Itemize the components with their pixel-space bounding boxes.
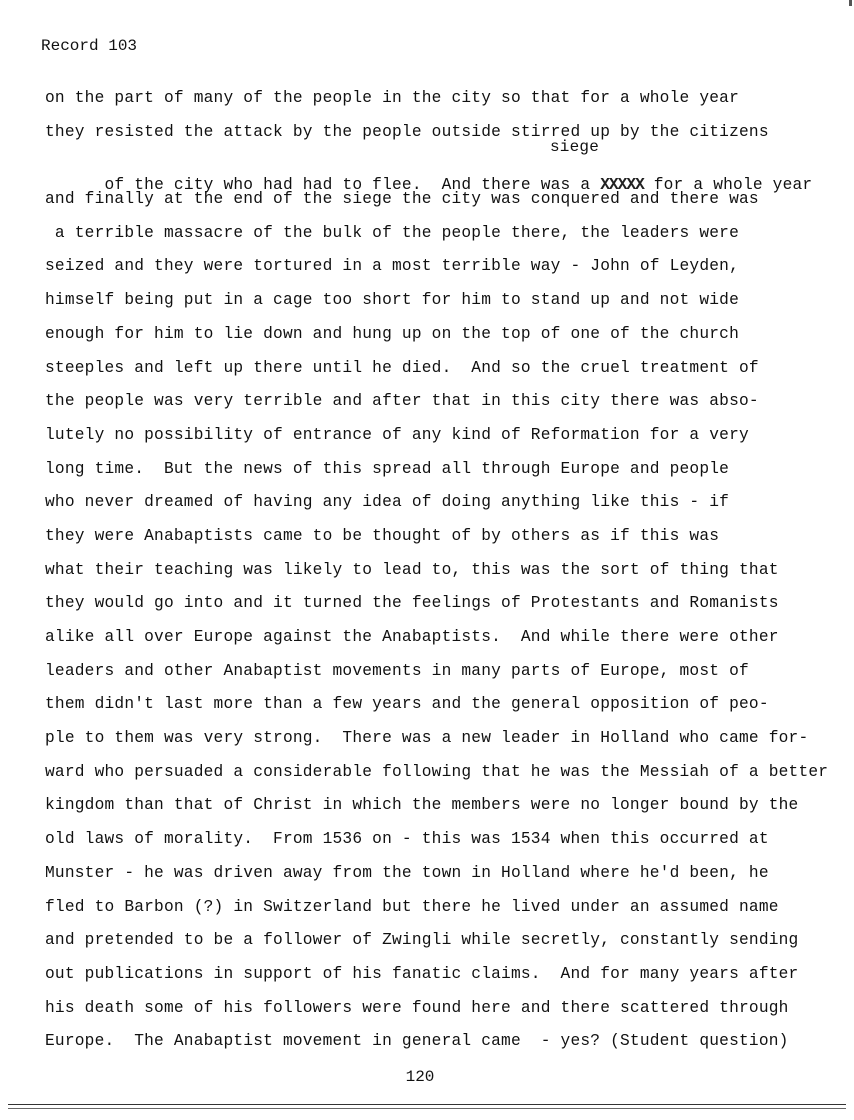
text-line-9: steeples and left up there until he died. And so the cruel treatment of bbox=[45, 358, 759, 377]
record-label: Record 103 bbox=[41, 37, 138, 55]
text-line-3-head: of the city who had had to flee. And there was a bbox=[104, 176, 591, 195]
text-line-17: alike all over Europe against the Anabaptists. And while there were other bbox=[45, 628, 779, 646]
text-line-10: the people was very terrible and after that in this city there was abso- bbox=[45, 392, 759, 411]
text-line-5: a terrible massacre of the bulk of the people there, the leaders were bbox=[45, 223, 739, 242]
text-line-12: long time. But the news of this spread all through Europe and people bbox=[45, 459, 730, 478]
text-line-27: out publications in support of his fanatic claims. And for many years after bbox=[45, 964, 799, 983]
struck-out-word: XXXXX bbox=[600, 176, 644, 195]
text-line-20: ple to them was very strong. There was a new leader in Holland who came for- bbox=[45, 729, 809, 748]
text-line-4: and finally at the end of the siege the city was conquered and there was bbox=[45, 190, 759, 209]
text-line-23: old laws of morality. From 1536 on - this was 1534 when this occurred at bbox=[45, 830, 769, 849]
text-line-21: ward who persuaded a considerable following that he was the Messiah of a better bbox=[45, 762, 829, 781]
insertion-word: siege bbox=[550, 138, 600, 157]
text-line-3-tail: for a whole year bbox=[643, 176, 813, 195]
page-number: 120 bbox=[405, 1068, 435, 1086]
text-line-7: himself being put in a cage too short for him to stand up and not wide bbox=[45, 291, 739, 310]
text-line-29: Europe. The Anabaptist movement in general came - yes? (Student question) bbox=[45, 1032, 789, 1051]
text-line-8: enough for him to lie down and hung up on the top of one of the church bbox=[45, 324, 739, 343]
text-line-1: on the part of many of the people in the city so that for a whole year bbox=[45, 89, 739, 107]
bottom-rule bbox=[8, 1104, 846, 1105]
text-line-15: what their teaching was likely to lead to, this was the sort of thing that bbox=[45, 560, 779, 579]
text-line-19: them didn't last more than a few years and the general opposition of peo- bbox=[45, 695, 769, 714]
text-line-28: his death some of his followers were found here and there scattered through bbox=[45, 998, 789, 1017]
text-line-6: seized and they were tortured in a most terrible way - John of Leyden, bbox=[45, 257, 739, 276]
text-line-25: fled to Barbon (?) in Switzerland but there he lived under an assumed name bbox=[45, 897, 779, 916]
text-line-26: and pretended to be a follower of Zwingli while secretly, constantly sending bbox=[45, 931, 799, 950]
text-line-2: they resisted the attack by the people outside stirred up by the citizens bbox=[45, 122, 769, 141]
text-line-13: who never dreamed of having any idea of doing anything like this - if bbox=[45, 493, 730, 512]
text-line-18: leaders and other Anabaptist movements in many parts of Europe, most of bbox=[45, 661, 749, 680]
bottom-rule-secondary bbox=[8, 1108, 846, 1109]
text-line-3 bbox=[45, 138, 845, 195]
text-line-22: kingdom than that of Christ in which the members were no longer bound by the bbox=[45, 796, 799, 815]
scan-corner-mark bbox=[849, 0, 852, 6]
text-line-14: they were Anabaptists came to be thought of by others as if this was bbox=[45, 526, 720, 545]
transcript-body bbox=[45, 88, 845, 1065]
text-line-16: they would go into and it turned the feelings of Protestants and Romanists bbox=[45, 594, 779, 613]
text-line-24: Munster - he was driven away from the town in Holland where he'd been, he bbox=[45, 863, 769, 882]
text-line-11: lutely no possibility of entrance of any kind of Reformation for a very bbox=[45, 425, 749, 444]
